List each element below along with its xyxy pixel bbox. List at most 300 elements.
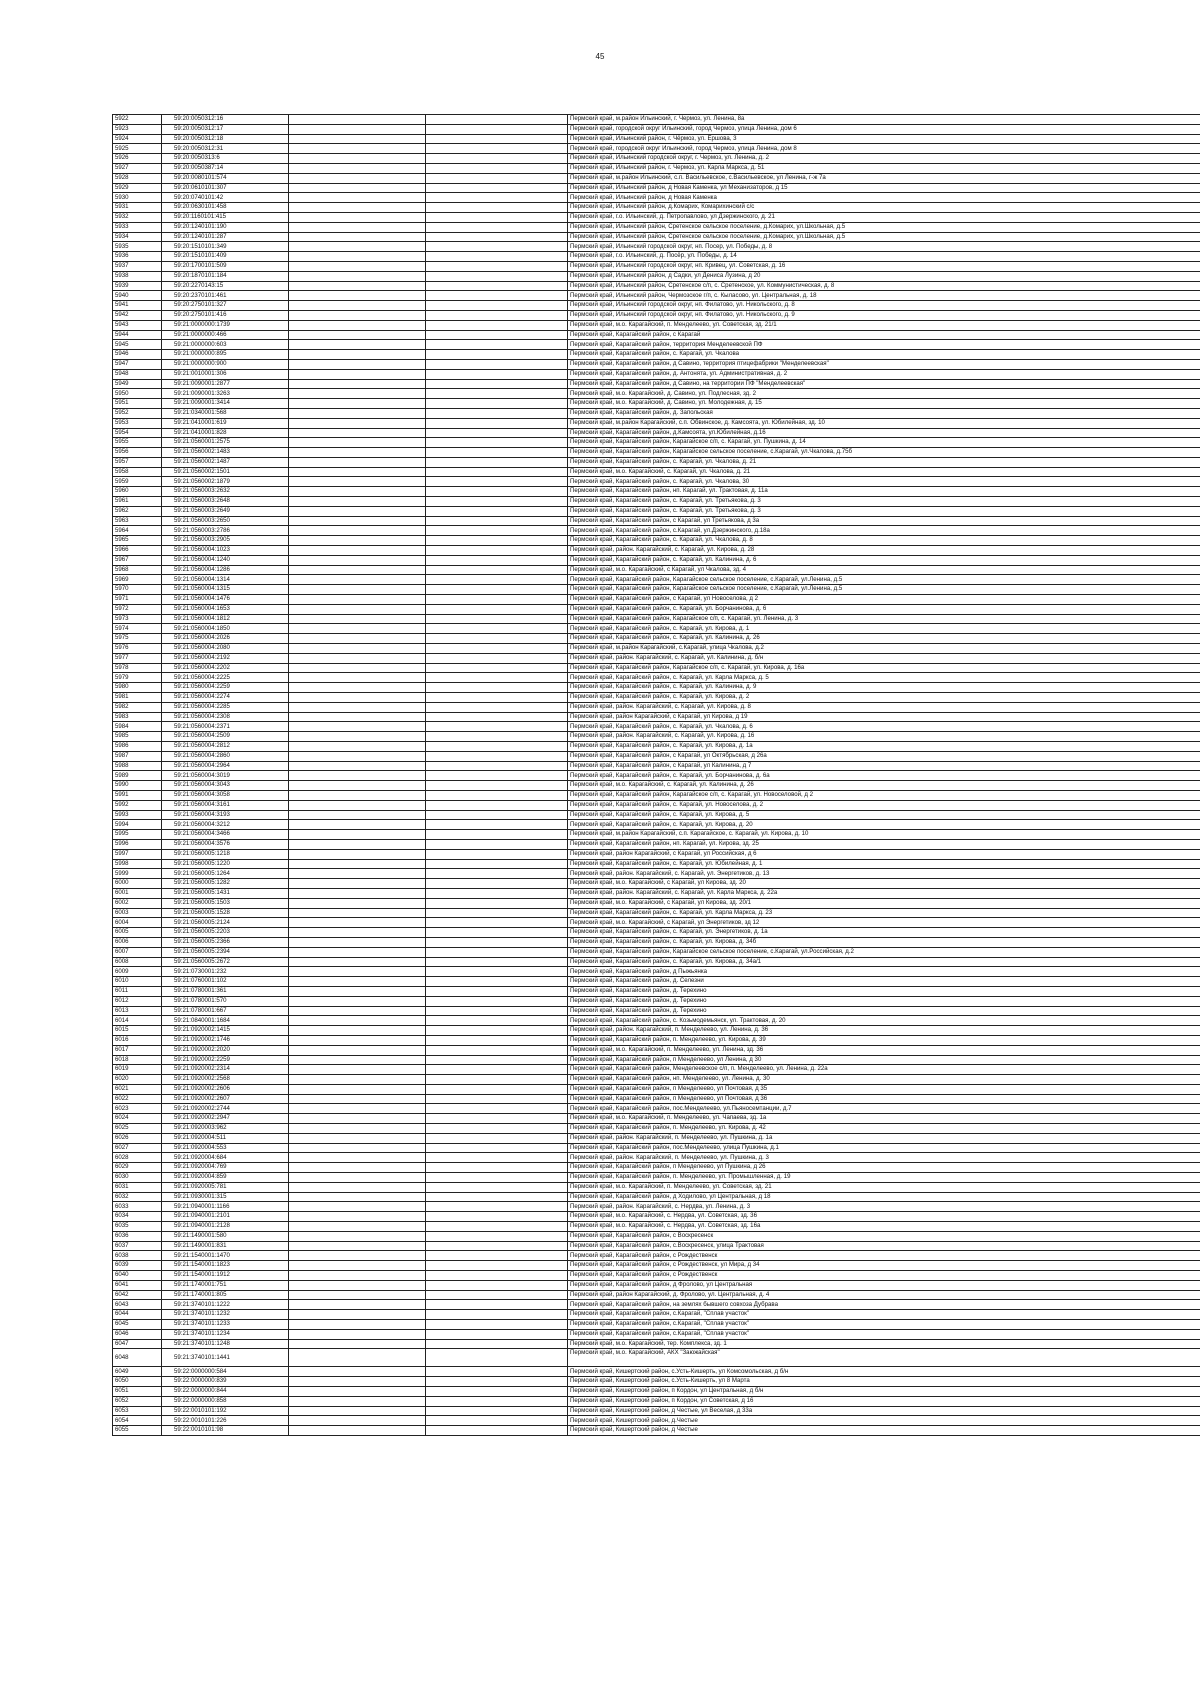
row-number-cell: 5951 (113, 399, 162, 409)
empty-cell (289, 359, 426, 369)
row-number-cell: 6000 (113, 879, 162, 889)
cadastral-number-cell: 59:21:0560002:1483 (162, 448, 289, 458)
cadastral-number-cell: 59:20:0050312:18 (162, 134, 289, 144)
cadastral-number-cell: 59:21:0560004:3212 (162, 820, 289, 830)
empty-cell (426, 536, 568, 546)
cadastral-number-cell: 59:21:0560005:1503 (162, 898, 289, 908)
empty-cell (426, 330, 568, 340)
address-cell: Пермский край, Карагайский район, Менделеевское с/п, п. Менделеево, ул. Ленина, д. 22а (568, 1065, 1200, 1075)
address-cell: Пермский край, м.о. Карагайский, с. Карагай, ул. Чкалова, д. 21 (568, 467, 1200, 477)
table-row (113, 428, 1200, 438)
address-cell: Пермский край, Карагайский район, с. Карагай, ул. Кирова, д. 1 (568, 624, 1200, 634)
empty-cell (289, 702, 426, 712)
table-row (113, 457, 1200, 467)
address-cell: Пермский край, район. Карагайский, с. Карагай, ул. Кирова, д. 8 (568, 702, 1200, 712)
cadastral-number-cell: 59:21:0920002:2259 (162, 1055, 289, 1065)
table-row (113, 585, 1200, 595)
cadastral-number-cell: 59:20:1700101:509 (162, 261, 289, 271)
table-row (113, 1300, 1200, 1310)
table-row (113, 291, 1200, 301)
empty-cell (426, 839, 568, 849)
table-row (113, 830, 1200, 840)
empty-cell (426, 340, 568, 350)
address-cell: Пермский край, район Карагайский, с Карагай, ул Российская, д 6 (568, 849, 1200, 859)
row-number-cell: 5994 (113, 820, 162, 830)
empty-cell (426, 154, 568, 164)
empty-cell (289, 1231, 426, 1241)
empty-cell (289, 232, 426, 242)
empty-cell (289, 712, 426, 722)
table-row (113, 1290, 1200, 1300)
cadastral-number-cell: 59:21:0560004:2202 (162, 663, 289, 673)
row-number-cell: 5995 (113, 830, 162, 840)
empty-cell (426, 1143, 568, 1153)
empty-cell (426, 222, 568, 232)
row-number-cell: 6039 (113, 1261, 162, 1271)
empty-cell (289, 1104, 426, 1114)
empty-cell (426, 653, 568, 663)
table-row (113, 438, 1200, 448)
address-cell: Пермский край, Карагайский район, с Рождественск (568, 1271, 1200, 1281)
table-row (113, 1035, 1200, 1045)
cadastral-number-cell: 59:21:0560004:3161 (162, 800, 289, 810)
empty-cell (289, 1406, 426, 1416)
row-number-cell: 5983 (113, 712, 162, 722)
table-row (113, 242, 1200, 252)
empty-cell (426, 1163, 568, 1173)
cadastral-number-cell: 59:21:1490001:580 (162, 1231, 289, 1241)
row-number-cell: 6055 (113, 1426, 162, 1436)
row-number-cell: 5986 (113, 742, 162, 752)
address-cell: Пермский край, Карагайский район, п. Менделеево, ул. Промышленная, д. 19 (568, 1173, 1200, 1183)
empty-cell (289, 173, 426, 183)
empty-cell (426, 751, 568, 761)
table-row (113, 644, 1200, 654)
cadastral-number-cell: 59:21:0560005:1431 (162, 888, 289, 898)
empty-cell (289, 967, 426, 977)
cadastral-number-cell: 59:21:1490001:831 (162, 1241, 289, 1251)
table-row (113, 1222, 1200, 1232)
cadastral-number-cell: 59:21:0560004:2225 (162, 673, 289, 683)
address-cell: Пермский край, Карагайский район, с. Карагай, ул. Борчанинова, д. 6а (568, 771, 1200, 781)
table-row (113, 1377, 1200, 1387)
table-row (113, 1192, 1200, 1202)
row-number-cell: 6006 (113, 937, 162, 947)
cadastral-number-cell: 59:21:0000000:900 (162, 359, 289, 369)
empty-cell (289, 1387, 426, 1397)
address-cell: Пермский край, Кишертский район, д Честые (568, 1426, 1200, 1436)
address-cell: Пермский край, Карагайский район, с Рождественск, ул Мира, д 34 (568, 1261, 1200, 1271)
empty-cell (426, 790, 568, 800)
row-number-cell: 5966 (113, 546, 162, 556)
address-cell: Пермский край, Карагайский район, Карагайское с/п, с. Карагай, ул. Пушкина, д. 14 (568, 438, 1200, 448)
empty-cell (289, 1416, 426, 1426)
address-cell: Пермский край, район. Карагайский, с. Карагай, ул. Кирова, д. 28 (568, 546, 1200, 556)
table-row (113, 604, 1200, 614)
cadastral-number-cell: 59:21:0560003:2786 (162, 526, 289, 536)
row-number-cell: 5952 (113, 408, 162, 418)
empty-cell (426, 898, 568, 908)
empty-cell (426, 408, 568, 418)
empty-cell (289, 555, 426, 565)
empty-cell (289, 1045, 426, 1055)
empty-cell (289, 418, 426, 428)
empty-cell (426, 1182, 568, 1192)
row-number-cell: 5953 (113, 418, 162, 428)
empty-cell (426, 1153, 568, 1163)
table-row (113, 947, 1200, 957)
row-number-cell: 6042 (113, 1290, 162, 1300)
empty-cell (289, 1026, 426, 1036)
table-row (113, 330, 1200, 340)
row-number-cell: 6053 (113, 1406, 162, 1416)
empty-cell (289, 928, 426, 938)
table-row (113, 957, 1200, 967)
table-row (113, 526, 1200, 536)
row-number-cell: 5962 (113, 506, 162, 516)
empty-cell (289, 242, 426, 252)
address-cell: Пермский край, район. Карагайский, с. Карагай, ул. Кирова, д. 16 (568, 732, 1200, 742)
table-row (113, 996, 1200, 1006)
row-number-cell: 5926 (113, 154, 162, 164)
empty-cell (289, 810, 426, 820)
table-row (113, 1310, 1200, 1320)
table-row (113, 771, 1200, 781)
address-cell: Пермский край, Карагайский район, с.Карагай, ул.Дзержинского, д.18а (568, 526, 1200, 536)
cadastral-number-cell: 59:22:0000000:844 (162, 1387, 289, 1397)
empty-cell (289, 604, 426, 614)
empty-cell (289, 526, 426, 536)
cadastral-number-cell: 59:21:0920004:684 (162, 1153, 289, 1163)
address-cell: Пермский край, Карагайский район, с. Карагай, ул. Калинина, д. 9 (568, 683, 1200, 693)
row-number-cell: 5998 (113, 859, 162, 869)
empty-cell (289, 1065, 426, 1075)
cadastral-number-cell: 59:21:0920002:2744 (162, 1104, 289, 1114)
row-number-cell: 6014 (113, 1016, 162, 1026)
address-cell: Пермский край, Карагайский район, Карагайское сельское поселение, с.Карагай, ул.Ленина, д.5 (568, 575, 1200, 585)
empty-cell (289, 1222, 426, 1232)
table-row (113, 898, 1200, 908)
cadastral-number-cell: 59:21:0560003:2905 (162, 536, 289, 546)
cadastral-number-cell: 59:21:0560002:1487 (162, 457, 289, 467)
table-row (113, 516, 1200, 526)
table-row (113, 653, 1200, 663)
cadastral-number-cell: 59:20:0050312:16 (162, 115, 289, 125)
cadastral-number-cell: 59:20:0610101:307 (162, 183, 289, 193)
row-number-cell: 5932 (113, 212, 162, 222)
address-cell: Пермский край, м.о. Карагайский, п. Менделеево, ул. Чапаева, зд. 1а (568, 1114, 1200, 1124)
address-cell: Пермский край, м.о. Карагайский, п. Менделеево, ул. Советская, зд. 21 (568, 1182, 1200, 1192)
cadastral-number-cell: 59:20:0050312:31 (162, 144, 289, 154)
table-row (113, 340, 1200, 350)
table-row (113, 1349, 1200, 1367)
table-row (113, 1241, 1200, 1251)
address-cell: Пермский край, Карагайский район, с. Карагай, ул. Карла Маркса, д. 5 (568, 673, 1200, 683)
row-number-cell: 5992 (113, 800, 162, 810)
empty-cell (426, 526, 568, 536)
empty-cell (426, 1035, 568, 1045)
address-cell: Пермский край, м.о. Карагайский, с. Нердва, ул. Советская, зд. 16а (568, 1222, 1200, 1232)
empty-cell (289, 252, 426, 262)
row-number-cell: 6001 (113, 888, 162, 898)
cadastral-number-cell: 59:21:0560004:2308 (162, 712, 289, 722)
cadastral-number-cell: 59:21:0560004:1812 (162, 614, 289, 624)
row-number-cell: 6002 (113, 898, 162, 908)
table-row (113, 1416, 1200, 1426)
empty-cell (426, 742, 568, 752)
cadastral-number-cell: 59:22:0010101:98 (162, 1426, 289, 1436)
cadastral-number-cell: 59:21:1740001:805 (162, 1290, 289, 1300)
empty-cell (289, 800, 426, 810)
row-number-cell: 5935 (113, 242, 162, 252)
cadastral-number-cell: 59:21:0920002:2947 (162, 1114, 289, 1124)
row-number-cell: 5999 (113, 869, 162, 879)
empty-cell (289, 1241, 426, 1251)
empty-cell (426, 1192, 568, 1202)
table-row (113, 154, 1200, 164)
row-number-cell: 5981 (113, 693, 162, 703)
empty-cell (426, 693, 568, 703)
table-row (113, 1153, 1200, 1163)
empty-cell (426, 467, 568, 477)
cadastral-number-cell: 59:20:0050312:17 (162, 124, 289, 134)
address-cell: Пермский край, г.о. Ильинский, д. Посёр, ул. Победы, д. 14 (568, 252, 1200, 262)
empty-cell (426, 301, 568, 311)
table-row (113, 1367, 1200, 1377)
empty-cell (289, 879, 426, 889)
empty-cell (289, 203, 426, 213)
row-number-cell: 5955 (113, 438, 162, 448)
row-number-cell: 5996 (113, 839, 162, 849)
row-number-cell: 6005 (113, 928, 162, 938)
cadastral-number-cell: 59:21:0560004:1023 (162, 546, 289, 556)
empty-cell (426, 1094, 568, 1104)
address-cell: Пермский край, Карагайский район, д Савино, на территории ПФ "Менделеевская" (568, 379, 1200, 389)
empty-cell (289, 839, 426, 849)
address-cell: Пермский край, Карагайский район, с. Карагай, ул. Борчанинова, д. 6 (568, 604, 1200, 614)
empty-cell (426, 614, 568, 624)
empty-cell (289, 350, 426, 360)
empty-cell (289, 1016, 426, 1026)
empty-cell (426, 555, 568, 565)
empty-cell (289, 1173, 426, 1183)
cadastral-number-cell: 59:21:0920004:553 (162, 1143, 289, 1153)
empty-cell (426, 1426, 568, 1436)
table-row (113, 222, 1200, 232)
empty-cell (289, 1329, 426, 1339)
cadastral-number-cell: 59:21:0090001:3414 (162, 399, 289, 409)
cadastral-number-cell: 59:22:0000000:858 (162, 1396, 289, 1406)
empty-cell (289, 124, 426, 134)
address-cell: Пермский край, Карагайский район, на землях бывшего совхоза Дубрава (568, 1300, 1200, 1310)
empty-cell (289, 575, 426, 585)
row-number-cell: 5967 (113, 555, 162, 565)
address-cell: Пермский край, Ильинский городской округ, нп. Филатово, ул. Никольского, д. 9 (568, 310, 1200, 320)
address-cell: Пермский край, Карагайский район, с. Карагай, ул. Третьякова, д. 3 (568, 497, 1200, 507)
address-cell: Пермский край, Кишертский район, п Кордон, ул Советская, д 16 (568, 1396, 1200, 1406)
table-row (113, 1261, 1200, 1271)
cadastral-number-cell: 59:21:0560005:2672 (162, 957, 289, 967)
table-row (113, 1280, 1200, 1290)
empty-cell (426, 516, 568, 526)
row-number-cell: 6046 (113, 1329, 162, 1339)
empty-cell (426, 967, 568, 977)
table-row (113, 761, 1200, 771)
empty-cell (289, 888, 426, 898)
empty-cell (426, 585, 568, 595)
table-row (113, 614, 1200, 624)
row-number-cell: 6022 (113, 1094, 162, 1104)
table-row (113, 448, 1200, 458)
row-number-cell: 6017 (113, 1045, 162, 1055)
empty-cell (426, 928, 568, 938)
address-cell: Пермский край, Карагайский район, Карагайское сельское поселение, с.Карагай, ул.Чкалова, д.75б (568, 448, 1200, 458)
empty-cell (426, 1173, 568, 1183)
empty-cell (289, 340, 426, 350)
address-cell: Пермский край, Карагайский район, с. Карагай, ул. Новоселова, д. 2 (568, 800, 1200, 810)
cadastral-number-cell: 59:20:2270143:15 (162, 281, 289, 291)
table-row (113, 1133, 1200, 1143)
empty-cell (426, 203, 568, 213)
table-row (113, 212, 1200, 222)
empty-cell (289, 761, 426, 771)
row-number-cell: 5993 (113, 810, 162, 820)
empty-cell (289, 212, 426, 222)
row-number-cell: 5965 (113, 536, 162, 546)
empty-cell (426, 634, 568, 644)
empty-cell (289, 1377, 426, 1387)
cadastral-number-cell: 59:20:0050387:14 (162, 163, 289, 173)
cadastral-number-cell: 59:21:1540001:1470 (162, 1251, 289, 1261)
empty-cell (289, 183, 426, 193)
page-number: 45 (595, 52, 605, 61)
cadastral-number-cell: 59:21:0560005:1264 (162, 869, 289, 879)
table-row (113, 908, 1200, 918)
empty-cell (426, 595, 568, 605)
table-row (113, 1251, 1200, 1261)
cadastral-number-cell: 59:21:0560004:2812 (162, 742, 289, 752)
row-number-cell: 5950 (113, 389, 162, 399)
empty-cell (426, 124, 568, 134)
address-cell: Пермский край, Карагайский район, д Пыжьянка (568, 967, 1200, 977)
address-cell: Пермский край, Карагайский район, с. Козьмодемьянск, ул. Трактовая, д. 20 (568, 1016, 1200, 1026)
empty-cell (426, 1124, 568, 1134)
table-row (113, 1231, 1200, 1241)
address-cell: Пермский край, Карагайский район, с Карагай (568, 330, 1200, 340)
cadastral-number-cell: 59:21:0560003:2648 (162, 497, 289, 507)
table-row (113, 1026, 1200, 1036)
empty-cell (289, 1163, 426, 1173)
empty-cell (289, 389, 426, 399)
row-number-cell: 5940 (113, 291, 162, 301)
empty-cell (426, 1251, 568, 1261)
empty-cell (426, 1104, 568, 1114)
empty-cell (289, 624, 426, 634)
empty-cell (289, 536, 426, 546)
cadastral-number-cell: 59:21:0000000:895 (162, 350, 289, 360)
table-row (113, 115, 1200, 125)
row-number-cell: 5930 (113, 193, 162, 203)
empty-cell (289, 683, 426, 693)
row-number-cell: 5939 (113, 281, 162, 291)
empty-cell (289, 859, 426, 869)
empty-cell (426, 291, 568, 301)
empty-cell (426, 712, 568, 722)
row-number-cell: 6029 (113, 1163, 162, 1173)
empty-cell (426, 888, 568, 898)
empty-cell (289, 261, 426, 271)
table-row (113, 144, 1200, 154)
row-number-cell: 6032 (113, 1192, 162, 1202)
empty-cell (426, 212, 568, 222)
row-number-cell: 5991 (113, 790, 162, 800)
cadastral-number-cell: 59:21:0560004:2964 (162, 761, 289, 771)
empty-cell (426, 1231, 568, 1241)
address-cell: Пермский край, Ильинский район, г. Чёрмоз, ул. Ершова, 3 (568, 134, 1200, 144)
table-row (113, 928, 1200, 938)
table-row (113, 183, 1200, 193)
row-number-cell: 5974 (113, 624, 162, 634)
empty-cell (426, 1084, 568, 1094)
empty-cell (426, 438, 568, 448)
row-number-cell: 6011 (113, 986, 162, 996)
cadastral-number-cell: 59:21:0560005:2366 (162, 937, 289, 947)
cadastral-number-cell: 59:21:0920002:2607 (162, 1094, 289, 1104)
table-row (113, 879, 1200, 889)
table-row (113, 477, 1200, 487)
empty-cell (289, 751, 426, 761)
empty-cell (426, 732, 568, 742)
cadastral-number-cell: 59:21:0090001:3263 (162, 389, 289, 399)
empty-cell (426, 1114, 568, 1124)
row-number-cell: 6051 (113, 1387, 162, 1397)
empty-cell (289, 614, 426, 624)
row-number-cell: 6054 (113, 1416, 162, 1426)
cadastral-number-cell: 59:21:0780001:667 (162, 1006, 289, 1016)
cadastral-number-cell: 59:21:0920004:859 (162, 1173, 289, 1183)
address-cell: Пермский край, район. Карагайский, с. Нердва, ул. Ленина, д. 3 (568, 1202, 1200, 1212)
table-row (113, 203, 1200, 213)
cadastral-number-cell: 59:21:0560004:1850 (162, 624, 289, 634)
table-row (113, 310, 1200, 320)
empty-cell (426, 565, 568, 575)
cadastral-number-cell: 59:21:0780001:570 (162, 996, 289, 1006)
empty-cell (289, 977, 426, 987)
cadastral-number-cell: 59:21:0940001:2101 (162, 1212, 289, 1222)
row-number-cell: 6009 (113, 967, 162, 977)
empty-cell (426, 1222, 568, 1232)
address-cell: Пермский край, Карагайский район, д Ходилово, ул Центральная, д 18 (568, 1192, 1200, 1202)
empty-cell (426, 448, 568, 458)
cadastral-number-cell: 59:20:2750101:327 (162, 301, 289, 311)
empty-cell (289, 947, 426, 957)
empty-cell (289, 408, 426, 418)
row-number-cell: 5958 (113, 467, 162, 477)
table-row (113, 595, 1200, 605)
address-cell: Пермский край, Карагайский район, нп. Менделеево, ул. Ленина, д. 30 (568, 1075, 1200, 1085)
empty-cell (426, 506, 568, 516)
address-cell: Пермский край, Карагайский район, с. Карагай, ул. Калинина, д. 6 (568, 555, 1200, 565)
address-cell: Пермский край, м.о. Карагайский, тер. Комплекса, зд. 1 (568, 1339, 1200, 1349)
row-number-cell: 5976 (113, 644, 162, 654)
cadastral-number-cell: 59:21:0560005:1282 (162, 879, 289, 889)
empty-cell (289, 467, 426, 477)
table-row (113, 820, 1200, 830)
cadastral-number-cell: 59:21:0920002:2568 (162, 1075, 289, 1085)
empty-cell (289, 115, 426, 125)
row-number-cell: 5948 (113, 369, 162, 379)
row-number-cell: 5978 (113, 663, 162, 673)
